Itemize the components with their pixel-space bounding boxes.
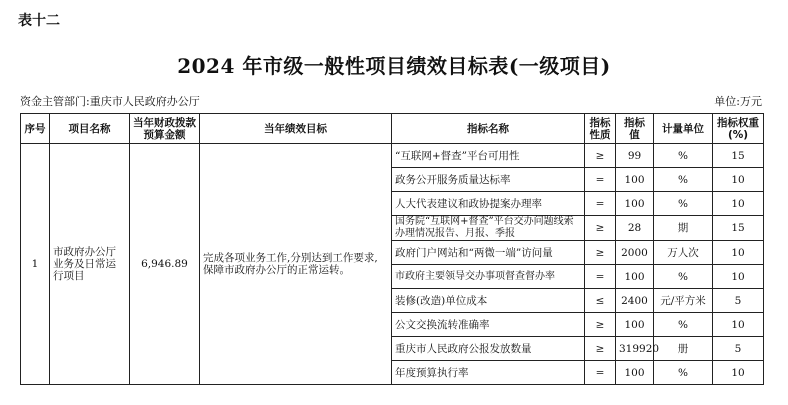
department-label: 资金主管部门:重庆市人民政府办公厅 <box>20 95 200 108</box>
indicator-value: 100 <box>616 361 654 385</box>
indicator-unit: % <box>654 168 713 192</box>
indicator-nature: ≥ <box>585 241 616 265</box>
indicator-weight: 10 <box>713 168 764 192</box>
indicator-weight: 5 <box>713 289 764 313</box>
header-indicator-nature: 指标性质 <box>585 114 616 144</box>
indicator-weight: 15 <box>713 144 764 168</box>
header-unit: 计量单位 <box>654 114 713 144</box>
indicator-name: 国务院“互联网+督查”平台交办问题线索办理情况报告、月报、季报 <box>392 216 585 241</box>
indicator-name: 政务公开服务质量达标率 <box>392 168 585 192</box>
indicator-value: 99 <box>616 144 654 168</box>
indicator-value: 319920 <box>616 337 654 361</box>
project-budget: 6,946.89 <box>130 144 200 385</box>
indicator-weight: 15 <box>713 216 764 241</box>
indicator-value: 100 <box>616 192 654 216</box>
indicator-nature: ≥ <box>585 337 616 361</box>
indicator-nature: ≥ <box>585 144 616 168</box>
indicator-weight: 5 <box>713 337 764 361</box>
indicator-name: 公文交换流转准确率 <box>392 313 585 337</box>
page-title: 2024 年市级一般性项目绩效目标表(一级项目) <box>177 54 611 78</box>
header-indicator-name: 指标名称 <box>392 114 585 144</box>
header-seq: 序号 <box>21 114 50 144</box>
indicator-name: 人大代表建议和政协提案办理率 <box>392 192 585 216</box>
indicator-nature: = <box>585 361 616 385</box>
indicator-unit: % <box>654 192 713 216</box>
indicator-nature: ≥ <box>585 313 616 337</box>
indicator-value: 2000 <box>616 241 654 265</box>
indicator-nature: = <box>585 168 616 192</box>
header-weight: 指标权重(%) <box>713 114 764 144</box>
indicator-weight: 10 <box>713 265 764 289</box>
header-indicator-value: 指标值 <box>616 114 654 144</box>
indicator-value: 2400 <box>616 289 654 313</box>
indicator-value: 100 <box>616 313 654 337</box>
performance-table <box>20 113 764 385</box>
indicator-value: 100 <box>616 168 654 192</box>
indicator-value: 100 <box>616 265 654 289</box>
indicator-name: 重庆市人民政府公报发放数量 <box>392 337 585 361</box>
indicator-unit: % <box>654 265 713 289</box>
header-project-name: 项目名称 <box>50 114 130 144</box>
project-goal: 完成各项业务工作,分别达到工作要求,保障市政府办公厅的正常运转。 <box>200 144 392 385</box>
header-row <box>21 114 764 144</box>
indicator-weight: 10 <box>713 313 764 337</box>
header-goal: 当年绩效目标 <box>200 114 392 144</box>
indicator-name: “互联网+督查”平台可用性 <box>392 144 585 168</box>
header-budget: 当年财政拨款预算金额 <box>130 114 200 144</box>
indicator-nature: ≥ <box>585 216 616 241</box>
indicator-nature: ≤ <box>585 289 616 313</box>
indicator-weight: 10 <box>713 192 764 216</box>
indicator-unit: 期 <box>654 216 713 241</box>
table-number: 表十二 <box>18 13 60 29</box>
indicator-nature: = <box>585 265 616 289</box>
project-name: 市政府办公厅业务及日常运行项目 <box>50 144 130 385</box>
indicator-unit: % <box>654 361 713 385</box>
indicator-nature: = <box>585 192 616 216</box>
indicator-name: 装修(改造)单位成本 <box>392 289 585 313</box>
unit-label: 单位:万元 <box>714 95 762 108</box>
indicator-unit: 元/平方米 <box>654 289 713 313</box>
indicator-name: 市政府主要领导交办事项督查督办率 <box>392 265 585 289</box>
indicator-weight: 10 <box>713 241 764 265</box>
indicator-name: 政府门户网站和“两微一端”访问量 <box>392 241 585 265</box>
indicator-unit: 万人次 <box>654 241 713 265</box>
table-row <box>21 144 764 168</box>
indicator-unit: 册 <box>654 337 713 361</box>
indicator-name: 年度预算执行率 <box>392 361 585 385</box>
indicator-unit: % <box>654 144 713 168</box>
project-seq: 1 <box>21 144 50 385</box>
indicator-weight: 10 <box>713 361 764 385</box>
indicator-unit: % <box>654 313 713 337</box>
indicator-value: 28 <box>616 216 654 241</box>
